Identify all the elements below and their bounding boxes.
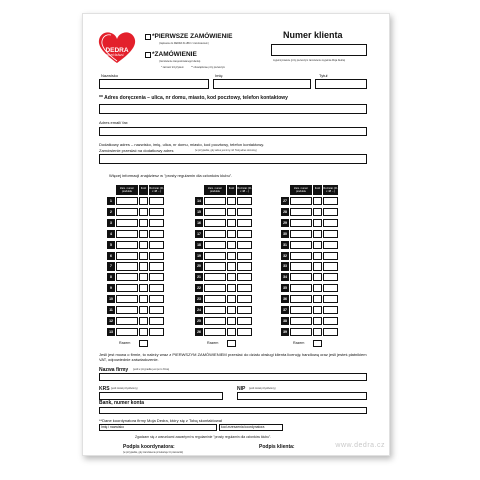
col-qty-cell[interactable]	[227, 317, 236, 325]
footnote-mark: * zaznacz krzyżykiem	[161, 66, 184, 69]
col-qty-cell[interactable]	[139, 208, 148, 216]
row-number: 18	[195, 241, 203, 249]
row-number: 10	[107, 295, 115, 303]
footnote-required: ** obowiązkowe przy pierwszym	[191, 66, 226, 69]
col-size-cell[interactable]	[149, 252, 164, 260]
client-number-field[interactable]	[271, 44, 367, 56]
row-number: 6	[107, 252, 115, 260]
col-code-cell[interactable]	[116, 284, 138, 292]
col-size-cell[interactable]	[237, 328, 252, 336]
col-qty-cell[interactable]	[139, 295, 148, 303]
col-size-cell[interactable]	[149, 284, 164, 292]
col-size-cell[interactable]	[149, 317, 164, 325]
row-number: 5	[107, 241, 115, 249]
row-number: 14	[195, 197, 203, 205]
row-number: 7	[107, 262, 115, 270]
col-qty-cell[interactable]	[139, 219, 148, 227]
col-code-cell[interactable]	[116, 273, 138, 281]
order-label: *ZAMÓWIENIE	[152, 51, 197, 58]
col-size-cell[interactable]	[149, 197, 164, 205]
col-code-cell[interactable]	[290, 252, 312, 260]
col-qty-cell[interactable]	[313, 262, 322, 270]
bank-label: Bank, numer konta	[99, 400, 145, 406]
col-qty-cell[interactable]	[313, 219, 322, 227]
col-code-cell[interactable]	[116, 252, 138, 260]
col-qty-cell[interactable]	[313, 230, 322, 238]
col-code-cell[interactable]	[204, 273, 226, 281]
col-code-cell[interactable]	[290, 197, 312, 205]
col-qty-cell[interactable]	[139, 241, 148, 249]
col-size-cell[interactable]	[237, 230, 252, 238]
col-qty-cell[interactable]	[313, 328, 322, 336]
col-code-cell[interactable]	[290, 284, 312, 292]
col-qty-header: Ilość	[227, 185, 236, 195]
row-number: 21	[195, 273, 203, 281]
col-size-cell[interactable]	[323, 317, 338, 325]
row-number: 25	[195, 317, 203, 325]
row-number: 20	[195, 262, 203, 270]
col-code-cell[interactable]	[116, 230, 138, 238]
col-code-cell[interactable]	[204, 219, 226, 227]
coord-code-label: kod zrzeszenia koordynatora	[221, 425, 265, 429]
nip-note: (jeśli został przydzielony)	[249, 387, 276, 390]
sum-qty-cell[interactable]	[227, 340, 236, 347]
col-code-cell[interactable]	[204, 262, 226, 270]
row-number: 24	[195, 306, 203, 314]
send-order-note: (w przypadku, gdy adres jest inny niż Twój adres domowy)	[195, 149, 257, 152]
col-size-cell[interactable]	[323, 208, 338, 216]
sign-coordinator-label: Podpis koordynatora:	[123, 444, 175, 450]
col-qty-cell[interactable]	[313, 317, 322, 325]
col-size-cell[interactable]	[149, 219, 164, 227]
col-qty-header: Ilość	[313, 185, 322, 195]
col-size-cell[interactable]	[323, 284, 338, 292]
col-size-cell[interactable]	[237, 252, 252, 260]
col-code-cell[interactable]	[204, 295, 226, 303]
col-code-cell[interactable]	[290, 241, 312, 249]
col-qty-cell[interactable]	[313, 252, 322, 260]
col-size-cell[interactable]	[323, 241, 338, 249]
sum-label: Razem	[207, 340, 219, 345]
col-size-header: Rozmiar (41 x 48 ...)	[149, 187, 164, 193]
row-number: 35	[281, 284, 289, 292]
col-qty-cell[interactable]	[227, 230, 236, 238]
col-size-cell[interactable]	[323, 273, 338, 281]
more-info-label: Więcej informacji znajdziesz w "prosty regulamin dla członków klubu".	[109, 173, 233, 178]
row-number: 38	[281, 317, 289, 325]
col-code-header: Zam. numer produktu	[204, 185, 226, 195]
first-order-note: (zapisanie do DEDRA KLUBU z zamówieniem)	[159, 42, 209, 45]
col-size-cell[interactable]	[323, 328, 338, 336]
col-qty-cell[interactable]	[139, 317, 148, 325]
col-qty-cell[interactable]	[139, 273, 148, 281]
col-size-cell[interactable]	[323, 230, 338, 238]
row-number: 2	[107, 208, 115, 216]
col-code-cell[interactable]	[116, 208, 138, 216]
sign-client-label: Podpis klienta:	[259, 444, 295, 450]
row-number: 8	[107, 273, 115, 281]
col-code-cell[interactable]	[204, 230, 226, 238]
col-code-cell[interactable]	[290, 328, 312, 336]
col-size-cell[interactable]	[237, 284, 252, 292]
col-size-cell[interactable]	[149, 306, 164, 314]
col-size-cell[interactable]	[323, 252, 338, 260]
col-qty-cell[interactable]	[313, 284, 322, 292]
col-qty-header: Ilość	[139, 185, 148, 195]
email-field[interactable]	[99, 127, 367, 136]
krs-note: (jeśli został przydzielony)	[111, 387, 138, 390]
col-code-cell[interactable]	[290, 208, 312, 216]
sum-qty-cell[interactable]	[313, 340, 322, 347]
col-qty-cell[interactable]	[139, 262, 148, 270]
col-qty-cell[interactable]	[227, 241, 236, 249]
logo-subtitle: PRÁVNÍ ŘEŠENÍ	[105, 54, 124, 57]
order-checkbox[interactable]	[145, 52, 151, 58]
watermark: www.dedra.cz	[335, 442, 385, 449]
email-label: Adres email/ fax	[99, 120, 128, 125]
row-number: 15	[195, 208, 203, 216]
bank-field[interactable]	[99, 407, 367, 414]
col-size-cell[interactable]	[237, 317, 252, 325]
col-size-cell[interactable]	[237, 273, 252, 281]
row-number: 31	[281, 241, 289, 249]
row-number: 11	[107, 306, 115, 314]
col-size-header: Rozmiar (41 x 48 ...)	[237, 187, 252, 193]
row-number: 29	[281, 219, 289, 227]
row-number: 32	[281, 252, 289, 260]
address-label: ** Adres doręczenia – ulica, nr domu, miasto, kod pocztowy, telefon kontaktowy	[99, 95, 288, 101]
col-size-cell[interactable]	[323, 197, 338, 205]
row-number: 9	[107, 284, 115, 292]
col-size-cell[interactable]	[237, 219, 252, 227]
col-size-cell[interactable]	[149, 273, 164, 281]
row-number: 37	[281, 306, 289, 314]
krs-label: KRS	[99, 386, 110, 392]
col-code-cell[interactable]	[290, 273, 312, 281]
col-code-cell[interactable]	[116, 262, 138, 270]
col-size-cell[interactable]	[323, 262, 338, 270]
krs-field[interactable]	[99, 392, 223, 400]
col-qty-cell[interactable]	[227, 273, 236, 281]
row-number: 1	[107, 197, 115, 205]
order-note: (zamówienie zarejestrowanego klienta)	[159, 60, 201, 63]
firm-name-note: (jeśli w przypadku jest po to firma)	[133, 368, 170, 371]
first-order-checkbox[interactable]	[145, 34, 151, 40]
sum-qty-cell[interactable]	[139, 340, 148, 347]
col-size-cell[interactable]	[237, 306, 252, 314]
col-size-cell[interactable]	[149, 208, 164, 216]
first-name-field[interactable]	[213, 79, 311, 89]
col-code-cell[interactable]	[116, 197, 138, 205]
row-number: 27	[281, 197, 289, 205]
sum-label: Razem	[293, 340, 305, 345]
row-number: 16	[195, 219, 203, 227]
col-code-cell[interactable]	[116, 295, 138, 303]
col-code-cell[interactable]	[290, 230, 312, 238]
col-size-cell[interactable]	[237, 208, 252, 216]
col-size-cell[interactable]	[237, 262, 252, 270]
col-size-cell[interactable]	[323, 295, 338, 303]
col-code-cell[interactable]	[290, 295, 312, 303]
col-size-cell[interactable]	[149, 230, 164, 238]
col-code-cell[interactable]	[116, 328, 138, 336]
col-code-cell[interactable]	[204, 197, 226, 205]
col-qty-cell[interactable]	[313, 197, 322, 205]
col-code-cell[interactable]	[204, 328, 226, 336]
client-number-note: wypełnij zawsze (przy pierwszym zamówieniu wypełnia Moja Dedra)	[273, 59, 346, 62]
col-qty-cell[interactable]	[227, 219, 236, 227]
row-number: 34	[281, 273, 289, 281]
product-table-3	[281, 185, 338, 345]
col-code-cell[interactable]	[204, 241, 226, 249]
row-number: 30	[281, 230, 289, 238]
row-number: 23	[195, 295, 203, 303]
row-number: 26	[195, 328, 203, 336]
col-qty-cell[interactable]	[227, 284, 236, 292]
row-number: 39	[281, 328, 289, 336]
col-qty-cell[interactable]	[313, 295, 322, 303]
col-size-cell[interactable]	[323, 306, 338, 314]
col-qty-cell[interactable]	[227, 252, 236, 260]
col-size-cell[interactable]	[149, 295, 164, 303]
sign-coordinator-note: (w przypadku, gdy zamówienie przekazuje Ci pracownik)	[123, 451, 184, 454]
send-order-label: Zamówienie przesłać na dodatkowy adres	[99, 148, 174, 153]
col-code-cell[interactable]	[204, 208, 226, 216]
col-qty-cell[interactable]	[227, 295, 236, 303]
surname-field[interactable]	[99, 79, 209, 89]
col-qty-cell[interactable]	[227, 197, 236, 205]
col-qty-cell[interactable]	[139, 230, 148, 238]
col-code-header: Zam. numer produktu	[290, 185, 312, 195]
col-code-cell[interactable]	[116, 241, 138, 249]
col-qty-cell[interactable]	[313, 241, 322, 249]
extra-address-label: Dodatkowy adres – nazwisko, imię, ulica, nr domu, miasto, kod pocztowy, telefon kontaktowy.	[99, 142, 265, 147]
col-size-cell[interactable]	[149, 328, 164, 336]
col-size-cell[interactable]	[323, 219, 338, 227]
col-qty-cell[interactable]	[139, 306, 148, 314]
row-number: 17	[195, 230, 203, 238]
col-size-cell[interactable]	[237, 197, 252, 205]
col-size-cell[interactable]	[149, 262, 164, 270]
row-number: 33	[281, 262, 289, 270]
sum-label: Razem	[119, 340, 131, 345]
extra-address-field[interactable]	[99, 154, 367, 164]
row-number: 36	[281, 295, 289, 303]
product-table-1	[107, 185, 164, 345]
row-number: 19	[195, 252, 203, 260]
firm-name-label: Nazwa firmy	[99, 367, 129, 373]
surname-label: Nazwisko	[101, 73, 119, 78]
col-code-cell[interactable]	[204, 306, 226, 314]
first-name-label: Imię	[215, 73, 223, 78]
row-number: 22	[195, 284, 203, 292]
agreement-text: Zgadzam się z warunkami zawartymi w regulaminie "prosty regulamin dla członków klubu".	[135, 435, 272, 439]
col-code-cell[interactable]	[290, 219, 312, 227]
coordinator-label: **Dane koordynatora firmy Moja Dedra, który się z Tobą skontaktował	[99, 418, 222, 423]
col-code-cell[interactable]	[204, 317, 226, 325]
row-number: 3	[107, 219, 115, 227]
col-qty-cell[interactable]	[227, 328, 236, 336]
col-qty-cell[interactable]	[139, 328, 148, 336]
row-number: 13	[107, 328, 115, 336]
order-form-sheet	[82, 13, 390, 456]
logo-brand: DEDRA	[105, 47, 129, 54]
col-code-cell[interactable]	[204, 252, 226, 260]
first-order-label: *PIERWSZE ZAMÓWIENIE	[152, 33, 233, 40]
firm-name-field[interactable]	[99, 373, 367, 381]
coord-name-label: Imię i nazwisko	[101, 425, 124, 429]
col-qty-cell[interactable]	[313, 273, 322, 281]
title-field[interactable]	[315, 79, 367, 89]
col-size-cell[interactable]	[237, 295, 252, 303]
col-size-header: Rozmiar (41 x 48 ...)	[323, 187, 338, 193]
col-code-cell[interactable]	[116, 306, 138, 314]
col-code-cell[interactable]	[290, 306, 312, 314]
firm-note-line1: Jeśli jest mowa o firmie, to należy wraz z PIERWSZYM ZAMÓWIENIEM przesłać do działu obsługi klienta licencję handlową oraz jeśli jesteś płatnikiem VAT, odpowiednie zaświadczenie.	[99, 352, 367, 362]
col-code-cell[interactable]	[204, 284, 226, 292]
col-qty-cell[interactable]	[313, 306, 322, 314]
nip-label: NIP	[237, 386, 246, 392]
product-table-2	[195, 185, 252, 345]
col-qty-cell[interactable]	[139, 284, 148, 292]
row-number: 28	[281, 208, 289, 216]
col-code-cell[interactable]	[290, 317, 312, 325]
row-number: 12	[107, 317, 115, 325]
col-qty-cell[interactable]	[227, 306, 236, 314]
title-label: Tytuł	[319, 73, 328, 78]
col-qty-cell[interactable]	[227, 208, 236, 216]
col-qty-cell[interactable]	[139, 252, 148, 260]
address-field[interactable]	[99, 104, 367, 114]
col-qty-cell[interactable]	[227, 262, 236, 270]
col-size-cell[interactable]	[149, 241, 164, 249]
row-number: 4	[107, 230, 115, 238]
col-size-cell[interactable]	[237, 241, 252, 249]
col-code-cell[interactable]	[116, 317, 138, 325]
col-code-cell[interactable]	[290, 262, 312, 270]
col-qty-cell[interactable]	[139, 197, 148, 205]
col-code-header: Zam. numer produktu	[116, 185, 138, 195]
col-code-cell[interactable]	[116, 219, 138, 227]
client-number-title: Numer klienta	[283, 30, 343, 40]
nip-field[interactable]	[237, 392, 367, 400]
col-qty-cell[interactable]	[313, 208, 322, 216]
